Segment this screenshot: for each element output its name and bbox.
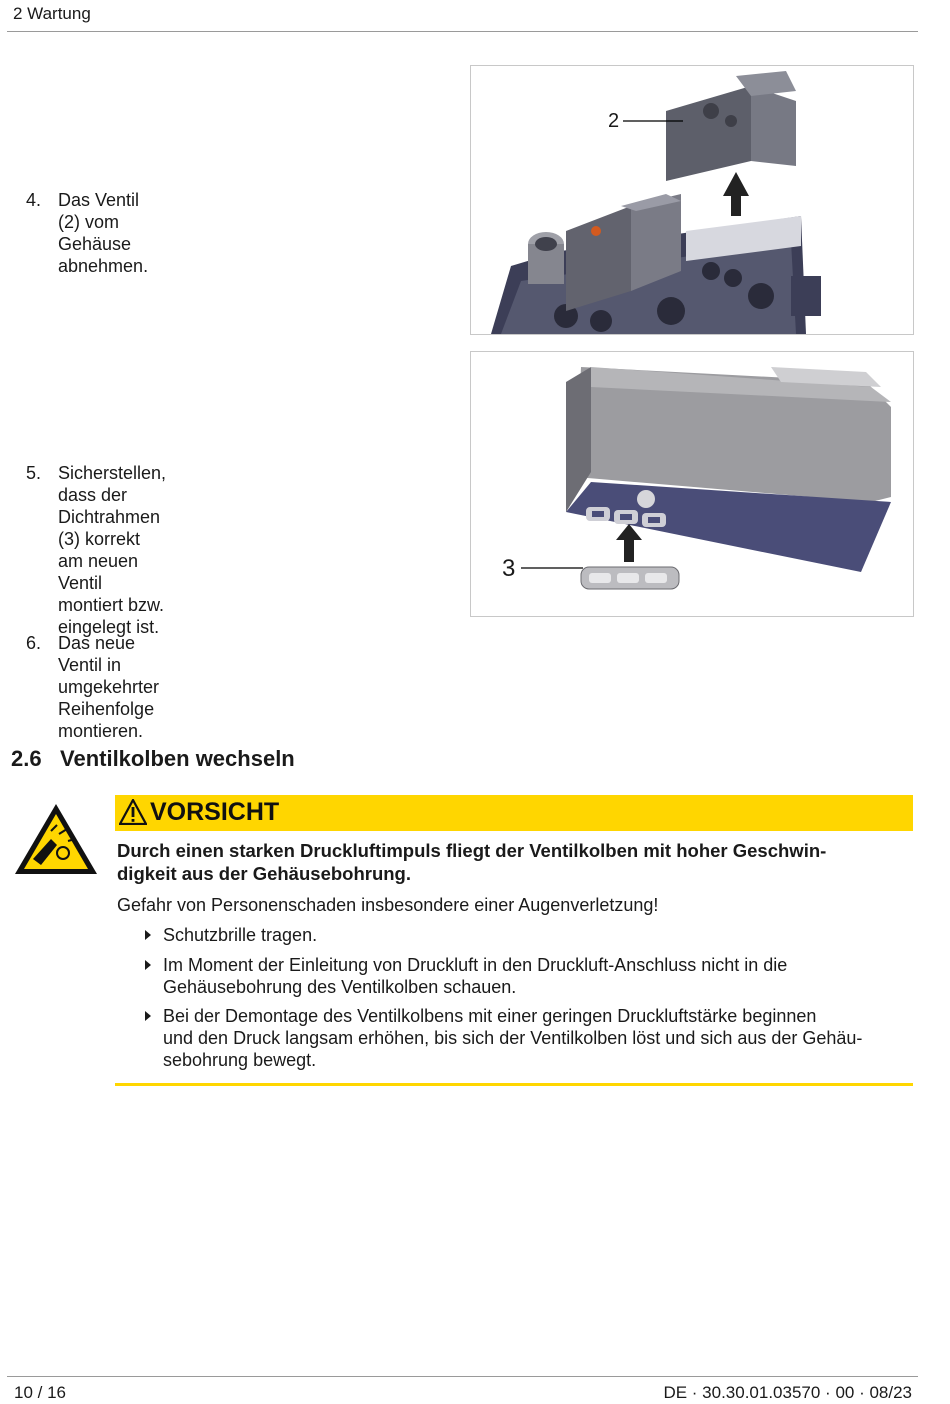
- flying-part-hazard-icon: [13, 801, 99, 877]
- warning-consequence: Gefahr von Personenschaden insbesondere einer Augenverletzung!: [117, 895, 659, 915]
- step-number: 5.: [26, 463, 42, 483]
- step-text: Das neue Ventil in umgekehrter Reihenfolge montieren.: [58, 633, 160, 741]
- running-header: 2 Wartung: [13, 4, 91, 23]
- warning-end-rule: [115, 1083, 913, 1086]
- step-number: 4.: [26, 190, 42, 210]
- warning-headline: Durch einen starken Druckluftimpuls fliegt der Ventilkolben mit hoher Geschwin- digkeit aus der Gehäusebohrung.: [117, 840, 827, 884]
- section-number: 2.6: [11, 746, 42, 771]
- valve-removal-illustration: [471, 66, 913, 334]
- warning-banner: [115, 795, 913, 831]
- step-text: Das Ventil (2) vom Gehäuse abnehmen.: [58, 190, 149, 276]
- callout-2: 2: [608, 110, 620, 132]
- step-number: 6.: [26, 633, 42, 653]
- header-rule: [7, 31, 918, 32]
- section-title: Ventilkolben wechseln: [60, 746, 295, 771]
- sealing-frame-illustration: [471, 352, 913, 616]
- step-text: Sicherstellen, dass der Dichtrahmen (3) korrekt am neuen Ventil montiert bzw. eingelegt ist.: [58, 463, 167, 637]
- callout-3: 3: [502, 555, 516, 582]
- figure-sealing-frame: [470, 351, 914, 617]
- warning-triangle-icon: [119, 799, 147, 825]
- page-number: 10 / 16: [14, 1383, 66, 1402]
- document-id: DE · 30.30.01.03570 · 00 · 08/23: [663, 1383, 912, 1402]
- bullet-arrow-icon: [145, 960, 151, 970]
- signal-word: VORSICHT: [150, 798, 280, 826]
- figure-valve-removal: [470, 65, 914, 335]
- bullet-arrow-icon: [145, 930, 151, 940]
- footer-rule: [7, 1376, 918, 1377]
- section-heading: [11, 746, 295, 772]
- bullet-arrow-icon: [145, 1011, 151, 1021]
